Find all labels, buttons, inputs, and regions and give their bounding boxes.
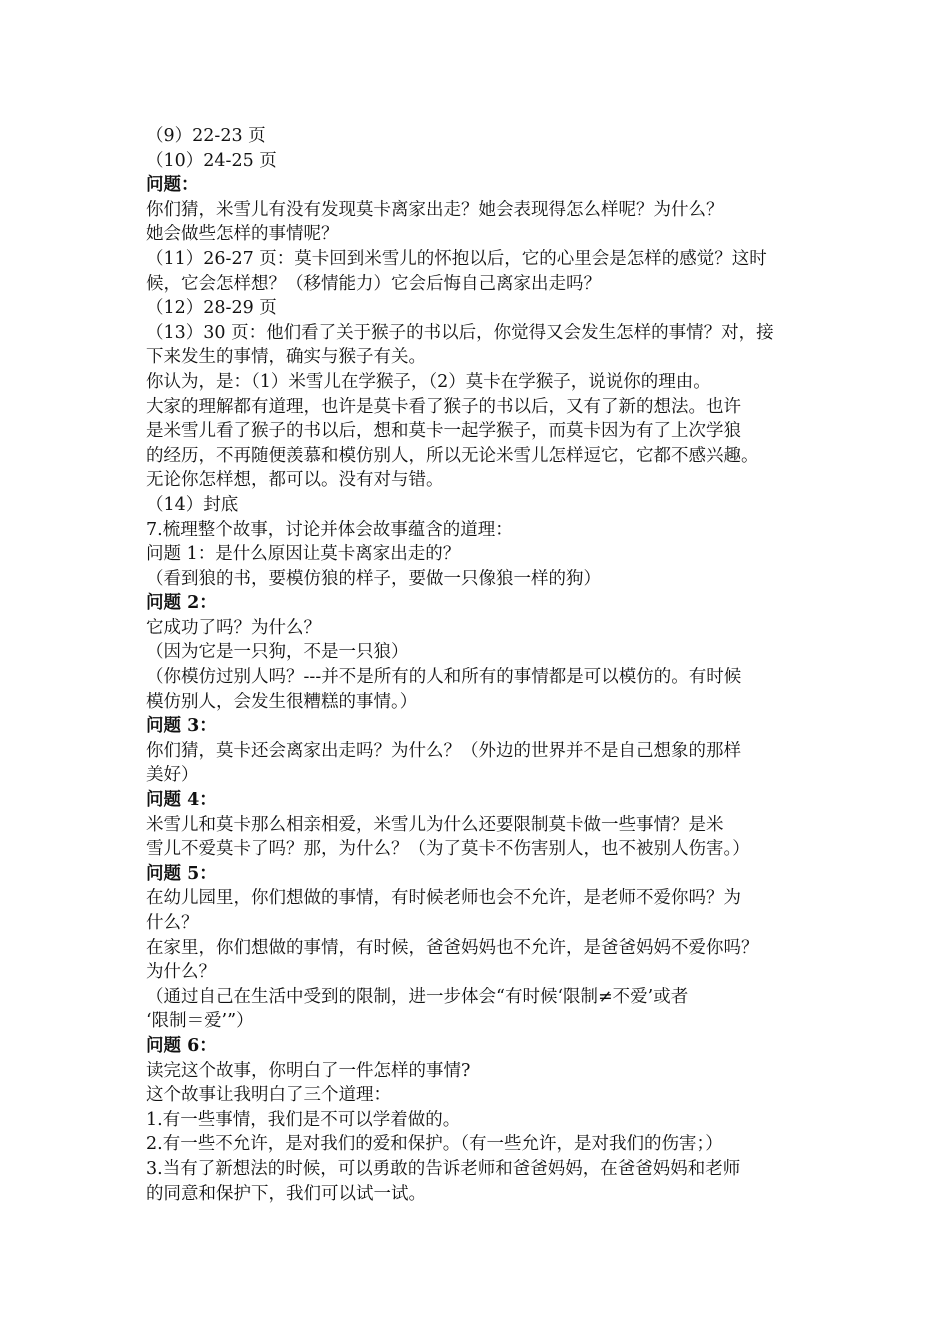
section-heading: 问题 5：	[146, 863, 217, 884]
text-line: 美好）	[146, 765, 199, 786]
text-line: 为什么？	[146, 962, 216, 983]
text-line: 模仿别人，会发生很糟糕的事情。）	[146, 691, 418, 712]
text-line: 下来发生的事情，确实与猴子有关。	[146, 347, 426, 368]
text-line: （通过自己在生活中受到的限制，进一步体会“有时候‘限制≠不爱’或者	[146, 986, 689, 1007]
text-line: 的同意和保护下，我们可以试一试。	[146, 1183, 426, 1204]
text-line: 读完这个故事，你明白了一件怎样的事情?	[146, 1060, 471, 1081]
text-line: 米雪儿和莫卡那么相亲相爱，米雪儿为什么还要限制莫卡做一些事情？是米	[146, 814, 724, 835]
text-line: （9）22-23 页	[146, 126, 266, 146]
text-line: 你认为，是：（1）米雪儿在学猴子，（2）莫卡在学猴子，说说你的理由。	[146, 371, 711, 392]
section-heading: 问题 4：	[146, 790, 217, 811]
section-heading: 问题：	[146, 175, 199, 196]
section-heading: 问题 3：	[146, 716, 217, 737]
text-line: 什么？	[146, 913, 199, 933]
text-line: （10）24-25 页	[146, 150, 277, 171]
text-line: （13）30 页：他们看了关于猴子的书以后，你觉得又会发生怎样的事情？对，接	[146, 322, 774, 343]
text-line: 她会做些怎样的事情呢？	[146, 224, 339, 245]
text-line: （11）26-27 页：莫卡回到米雪儿的怀抱以后，它的心里会是怎样的感觉？这时	[146, 248, 767, 269]
text-line: 雪儿不爱莫卡了吗？那，为什么？（为了莫卡不伤害别人，也不被别人伤害。）	[146, 839, 750, 860]
text-line: 你们猜，莫卡还会离家出走吗？为什么？（外边的世界并不是自己想象的那样	[146, 740, 741, 761]
text-line: 你们猜，米雪儿有没有发现莫卡离家出走？她会表现得怎么样呢？为什么？	[146, 199, 724, 220]
text-line: （14）封底	[146, 494, 239, 515]
text-line: 是米雪儿看了猴子的书以后，想和莫卡一起学猴子，而莫卡因为有了上次学狼	[146, 421, 741, 442]
text-line: ‘限制＝爱’”）	[146, 1011, 254, 1032]
text-line: 3.当有了新想法的时候，可以勇敢的告诉老师和爸爸妈妈，在爸爸妈妈和老师	[146, 1158, 741, 1179]
section-heading: 问题 6：	[146, 1035, 217, 1056]
document-page	[146, 124, 826, 1206]
text-line: 这个故事让我明白了三个道理：	[146, 1085, 391, 1106]
text-line: 大家的理解都有道理，也许是莫卡看了猴子的书以后，又有了新的想法。也许	[146, 396, 741, 417]
text-line: （因为它是一只狗，不是一只狼）	[146, 642, 409, 663]
section-heading: 问题 2：	[146, 593, 217, 614]
text-line: 2.有一些不允许，是对我们的爱和保护。（有一些允许，是对我们的伤害；）	[146, 1134, 723, 1155]
text-line: 7.梳理整个故事，讨论并体会故事蕴含的道理：	[146, 519, 513, 540]
text-line: （12）28-29 页	[146, 298, 277, 319]
text-line: 在家里，你们想做的事情，有时候，爸爸妈妈也不允许，是爸爸妈妈不爱你吗？	[146, 937, 759, 958]
text-line: （看到狼的书，要模仿狼的样子，要做一只像狼一样的狗）	[146, 568, 601, 589]
text-line: 问题 1：是什么原因让莫卡离家出走的？	[146, 544, 461, 565]
text-line: （你模仿过别人吗？---并不是所有的人和所有的事情都是可以模仿的。有时候	[146, 667, 742, 688]
text-line: 无论你怎样想，都可以。没有对与错。	[146, 470, 444, 491]
text-line: 候，它会怎样想？（移情能力）它会后悔自己离家出走吗？	[146, 273, 601, 294]
text-line: 的经历，不再随便羡慕和模仿别人，所以无论米雪儿怎样逗它，它都不感兴趣。	[146, 445, 759, 466]
text-line: 1.有一些事情，我们是不可以学着做的。	[146, 1109, 461, 1130]
text-line: 在幼儿园里，你们想做的事情，有时候老师也会不允许，是老师不爱你吗？为	[146, 888, 741, 909]
text-line: 它成功了吗？为什么？	[146, 617, 321, 638]
